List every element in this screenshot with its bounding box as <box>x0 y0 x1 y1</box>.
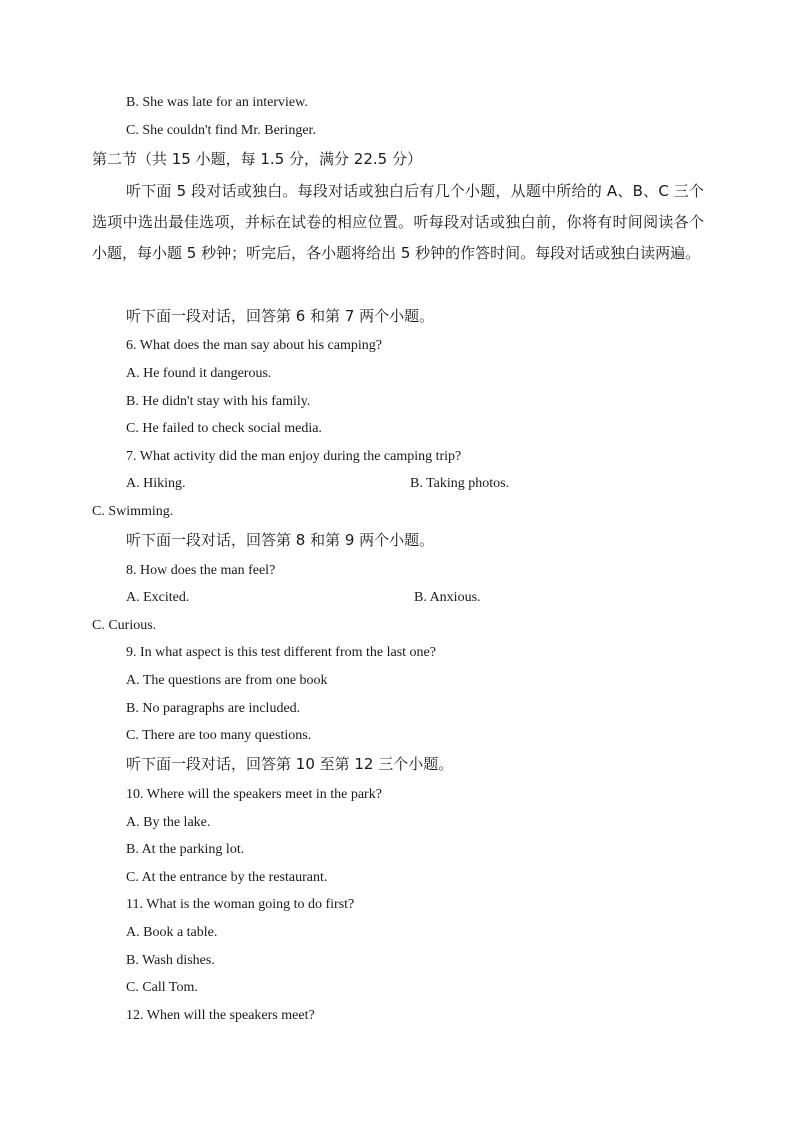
q10-option-c: C. At the entrance by the restaurant. <box>126 870 328 885</box>
section-heading: 第二节（共 15 小题，每 1.5 分，满分 22.5 分） <box>92 150 422 168</box>
q7-option-b: B. Taking photos. <box>410 476 510 491</box>
q10-option-a: A. By the lake. <box>126 815 211 830</box>
group-intro-1: 听下面一段对话，回答第 6 和第 7 两个小题。 <box>126 307 435 325</box>
q8-option-b: B. Anxious. <box>414 590 481 605</box>
q11-option-a: A. Book a table. <box>126 925 218 940</box>
q6-option-a: A. He found it dangerous. <box>126 366 272 381</box>
section-instructions: 听下面 5 段对话或独白。每段对话或独白后有几个小题，从题中所给的 A、B、C 三个选项中选出最佳选项，并标在试卷的相应位置。听每段对话或独白前，你将有时间阅读各个小题，每小题 5 秒钟；听完后，各小题将给出 5 秒钟的作答时间。每段对话或独白读两遍。 <box>92 182 704 262</box>
question-12: 12. When will the speakers meet? <box>126 1008 315 1023</box>
q9-option-b: B. No paragraphs are included. <box>126 701 301 716</box>
prev-option-c: C. She couldn't find Mr. Beringer. <box>126 123 316 138</box>
question-6: 6. What does the man say about his camping? <box>126 338 382 353</box>
q8-option-c: C. Curious. <box>92 618 157 633</box>
q6-option-b: B. He didn't stay with his family. <box>126 394 311 409</box>
prev-option-b: B. She was late for an interview. <box>126 95 308 110</box>
q11-option-c: C. Call Tom. <box>126 980 198 995</box>
q6-option-c: C. He failed to check social media. <box>126 421 322 436</box>
q9-option-c: C. There are too many questions. <box>126 728 312 743</box>
question-8: 8. How does the man feel? <box>126 563 276 578</box>
question-10: 10. Where will the speakers meet in the park? <box>126 787 382 802</box>
group-intro-2: 听下面一段对话，回答第 8 和第 9 两个小题。 <box>126 531 435 549</box>
q10-option-b: B. At the parking lot. <box>126 842 245 857</box>
question-11: 11. What is the woman going to do first? <box>126 897 355 912</box>
question-9: 9. In what aspect is this test different from the last one? <box>126 645 436 660</box>
q7-option-c: C. Swimming. <box>92 504 174 519</box>
q9-option-a: A. The questions are from one book <box>126 673 328 688</box>
question-7: 7. What activity did the man enjoy during the camping trip? <box>126 449 462 464</box>
q8-option-a: A. Excited. <box>126 590 190 605</box>
group-intro-3: 听下面一段对话，回答第 10 至第 12 三个小题。 <box>126 755 454 773</box>
q11-option-b: B. Wash dishes. <box>126 953 215 968</box>
q7-option-a: A. Hiking. <box>126 476 186 491</box>
